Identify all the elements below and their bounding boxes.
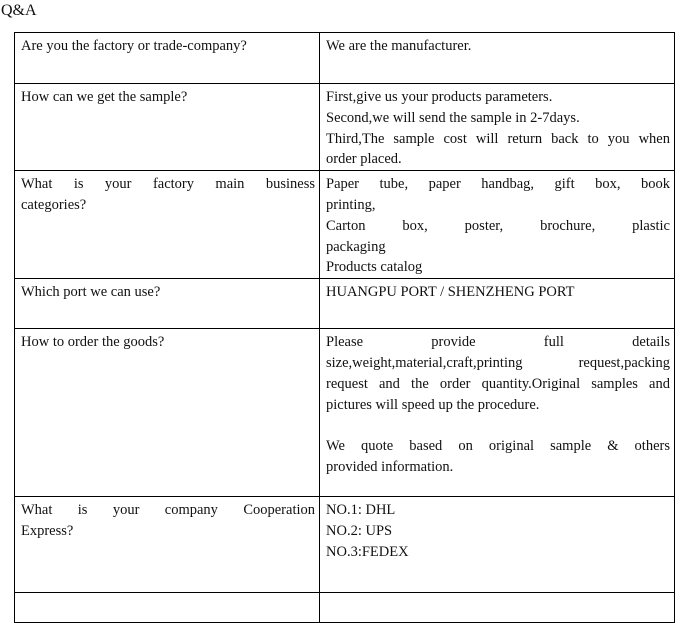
paragraph-gap [326,415,670,436]
answer-cell [320,33,675,84]
answer-line: We quote based on original sample & others [326,438,670,455]
question-text: categories? [21,196,87,213]
table-row [15,497,675,593]
answer-line: provided information. [326,458,454,475]
answer-line: NO.3:FEDEX [326,543,409,560]
answer-line: First,give us your products parameters. [326,89,553,105]
question-text: How to order the goods? [21,334,165,351]
answer-line: request and the order quantity.Original samples and [326,375,670,392]
question-cell [15,279,320,329]
empty-cell [320,593,675,623]
answer-line: Products catalog [326,259,423,276]
answer-line: Second,we will send the sample in 2-7days. [326,109,580,126]
answer-line: Please provide full details [326,334,670,351]
answer-line: Third,The sample cost will return back to you when [326,130,670,147]
question-cell [15,33,320,84]
answer-line: size,weight,material,craft,printing request,packing [326,354,670,371]
question-cell [15,329,320,497]
answer-line: order placed. [326,151,402,168]
table-row [15,279,675,329]
question-cell [15,84,320,171]
answer-line: printing, [326,196,376,213]
answer-cell [320,279,675,329]
question-text: What is your factory main business [21,176,315,193]
answer-line: Carton box, poster, brochure, plastic [326,217,670,234]
question-text: How can we get the sample? [21,89,188,105]
answer-line: packaging [326,238,386,255]
table-row [15,33,675,84]
answer-cell [320,84,675,171]
answer-cell [320,497,675,593]
question-cell [15,497,320,593]
question-text: What is your company Cooperation [21,502,315,519]
answer-line: Paper tube, paper handbag, gift box, book [326,176,670,193]
qa-table [14,32,675,623]
question-text: Are you the factory or trade-company? [21,38,247,54]
question-cell [15,171,320,279]
answer-line: pictures will speed up the procedure. [326,396,540,413]
table-row-empty [15,593,675,623]
answer-cell [320,171,675,279]
empty-cell [15,593,320,623]
page-title: Q&A [1,2,37,19]
answer-cell [320,329,675,497]
question-text: Express? [21,522,74,539]
question-text: Which port we can use? [21,284,161,301]
table-row [15,171,675,279]
table-row [15,329,675,497]
answer-line: HUANGPU PORT / SHENZHENG PORT [326,284,575,301]
table-row [15,84,675,171]
answer-line: We are the manufacturer. [326,38,472,54]
answer-line: NO.1: DHL [326,502,396,519]
answer-line: NO.2: UPS [326,522,393,539]
